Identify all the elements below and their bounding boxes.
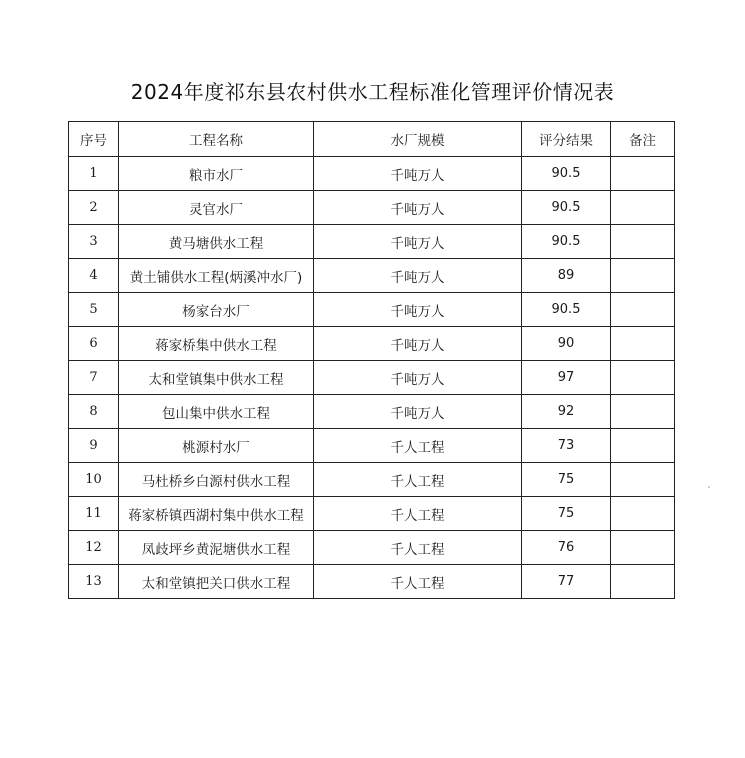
header-remarks: 备注 bbox=[611, 122, 675, 157]
plant-scale-cell: 千吨万人 bbox=[314, 361, 522, 395]
plant-scale-cell: 千人工程 bbox=[314, 463, 522, 497]
project-name-cell: 黄马塘供水工程 bbox=[119, 225, 314, 259]
scan-speck bbox=[708, 486, 710, 488]
score-cell: 90.5 bbox=[522, 293, 611, 327]
plant-scale-cell: 千人工程 bbox=[314, 531, 522, 565]
table-row bbox=[69, 395, 675, 429]
remarks-cell bbox=[611, 225, 675, 259]
remarks-cell bbox=[611, 361, 675, 395]
score-cell: 90.5 bbox=[522, 191, 611, 225]
serial-number-cell: 6 bbox=[69, 327, 119, 361]
project-name-cell: 黄土铺供水工程(炳溪冲水厂) bbox=[119, 259, 314, 293]
remarks-cell bbox=[611, 565, 675, 599]
plant-scale-cell: 千人工程 bbox=[314, 497, 522, 531]
table-row bbox=[69, 191, 675, 225]
serial-number-cell: 5 bbox=[69, 293, 119, 327]
table-row bbox=[69, 259, 675, 293]
score-cell: 76 bbox=[522, 531, 611, 565]
project-name-cell: 粮市水厂 bbox=[119, 157, 314, 191]
serial-number-cell: 11 bbox=[69, 497, 119, 531]
header-plant-scale: 水厂规模 bbox=[314, 122, 522, 157]
project-name-cell: 桃源村水厂 bbox=[119, 429, 314, 463]
remarks-cell bbox=[611, 531, 675, 565]
table-row bbox=[69, 565, 675, 599]
score-cell: 73 bbox=[522, 429, 611, 463]
plant-scale-cell: 千人工程 bbox=[314, 565, 522, 599]
table-body bbox=[69, 157, 675, 599]
remarks-cell bbox=[611, 429, 675, 463]
score-cell: 77 bbox=[522, 565, 611, 599]
serial-number-cell: 9 bbox=[69, 429, 119, 463]
table-header-row bbox=[69, 122, 675, 157]
remarks-cell bbox=[611, 327, 675, 361]
project-name-cell: 太和堂镇集中供水工程 bbox=[119, 361, 314, 395]
score-cell: 92 bbox=[522, 395, 611, 429]
table-row bbox=[69, 531, 675, 565]
table-row bbox=[69, 157, 675, 191]
table-row bbox=[69, 463, 675, 497]
score-cell: 90 bbox=[522, 327, 611, 361]
table-row bbox=[69, 327, 675, 361]
serial-number-cell: 1 bbox=[69, 157, 119, 191]
serial-number-cell: 4 bbox=[69, 259, 119, 293]
project-name-cell: 凤歧坪乡黄泥塘供水工程 bbox=[119, 531, 314, 565]
table-row bbox=[69, 429, 675, 463]
remarks-cell bbox=[611, 463, 675, 497]
score-cell: 89 bbox=[522, 259, 611, 293]
plant-scale-cell: 千吨万人 bbox=[314, 225, 522, 259]
plant-scale-cell: 千人工程 bbox=[314, 429, 522, 463]
project-name-cell: 太和堂镇把关口供水工程 bbox=[119, 565, 314, 599]
score-cell: 75 bbox=[522, 497, 611, 531]
project-name-cell: 蒋家桥集中供水工程 bbox=[119, 327, 314, 361]
header-project-name: 工程名称 bbox=[119, 122, 314, 157]
score-cell: 75 bbox=[522, 463, 611, 497]
remarks-cell bbox=[611, 293, 675, 327]
table-row bbox=[69, 225, 675, 259]
project-name-cell: 蒋家桥镇西湖村集中供水工程 bbox=[119, 497, 314, 531]
remarks-cell bbox=[611, 157, 675, 191]
score-cell: 90.5 bbox=[522, 225, 611, 259]
project-name-cell: 杨家台水厂 bbox=[119, 293, 314, 327]
remarks-cell bbox=[611, 259, 675, 293]
header-serial-number: 序号 bbox=[69, 122, 119, 157]
serial-number-cell: 12 bbox=[69, 531, 119, 565]
plant-scale-cell: 千吨万人 bbox=[314, 157, 522, 191]
document-title: 2024年度祁东县农村供水工程标准化管理评价情况表 bbox=[130, 80, 615, 104]
serial-number-cell: 2 bbox=[69, 191, 119, 225]
project-name-cell: 包山集中供水工程 bbox=[119, 395, 314, 429]
remarks-cell bbox=[611, 395, 675, 429]
project-name-cell: 马杜桥乡白源村供水工程 bbox=[119, 463, 314, 497]
serial-number-cell: 7 bbox=[69, 361, 119, 395]
table-row bbox=[69, 361, 675, 395]
score-cell: 97 bbox=[522, 361, 611, 395]
plant-scale-cell: 千吨万人 bbox=[314, 293, 522, 327]
header-score: 评分结果 bbox=[522, 122, 611, 157]
serial-number-cell: 10 bbox=[69, 463, 119, 497]
plant-scale-cell: 千吨万人 bbox=[314, 191, 522, 225]
plant-scale-cell: 千吨万人 bbox=[314, 395, 522, 429]
project-name-cell: 灵官水厂 bbox=[119, 191, 314, 225]
table-row bbox=[69, 293, 675, 327]
serial-number-cell: 8 bbox=[69, 395, 119, 429]
score-cell: 90.5 bbox=[522, 157, 611, 191]
remarks-cell bbox=[611, 191, 675, 225]
plant-scale-cell: 千吨万人 bbox=[314, 327, 522, 361]
serial-number-cell: 3 bbox=[69, 225, 119, 259]
table-row bbox=[69, 497, 675, 531]
evaluation-table bbox=[68, 121, 675, 599]
serial-number-cell: 13 bbox=[69, 565, 119, 599]
plant-scale-cell: 千吨万人 bbox=[314, 259, 522, 293]
remarks-cell bbox=[611, 497, 675, 531]
